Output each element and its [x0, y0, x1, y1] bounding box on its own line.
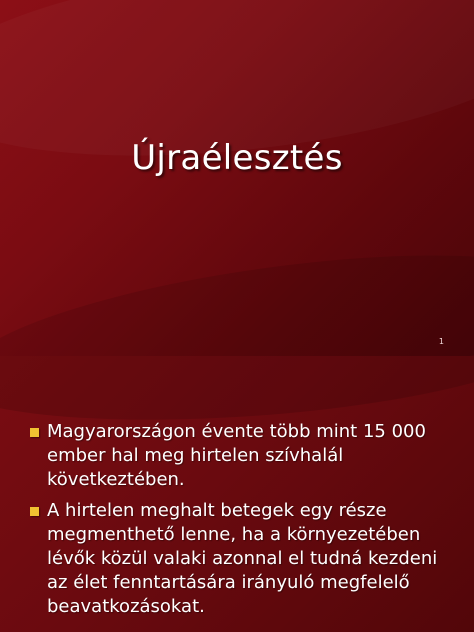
page-number: 1 — [438, 337, 444, 346]
bullet-list — [30, 420, 460, 626]
square-bullet-icon — [30, 507, 39, 516]
bullet-text: Magyarországon évente több mint 15 000 ember hal meg hirtelen szívhalál következtében. — [47, 421, 426, 490]
background-swoosh — [0, 225, 474, 356]
slide-title: Újraélesztés — [131, 138, 343, 178]
bullet-item — [30, 420, 460, 492]
square-bullet-icon — [30, 428, 39, 437]
bullet-item — [30, 499, 460, 619]
bullet-text: A hirtelen meghalt betegek egy része megmenthető lenne, ha a környezetében lévők közül valaki azonnal el tudná kezdeni az élet fenntartására irányuló megfelelő beavatkozásokat. — [47, 500, 438, 617]
